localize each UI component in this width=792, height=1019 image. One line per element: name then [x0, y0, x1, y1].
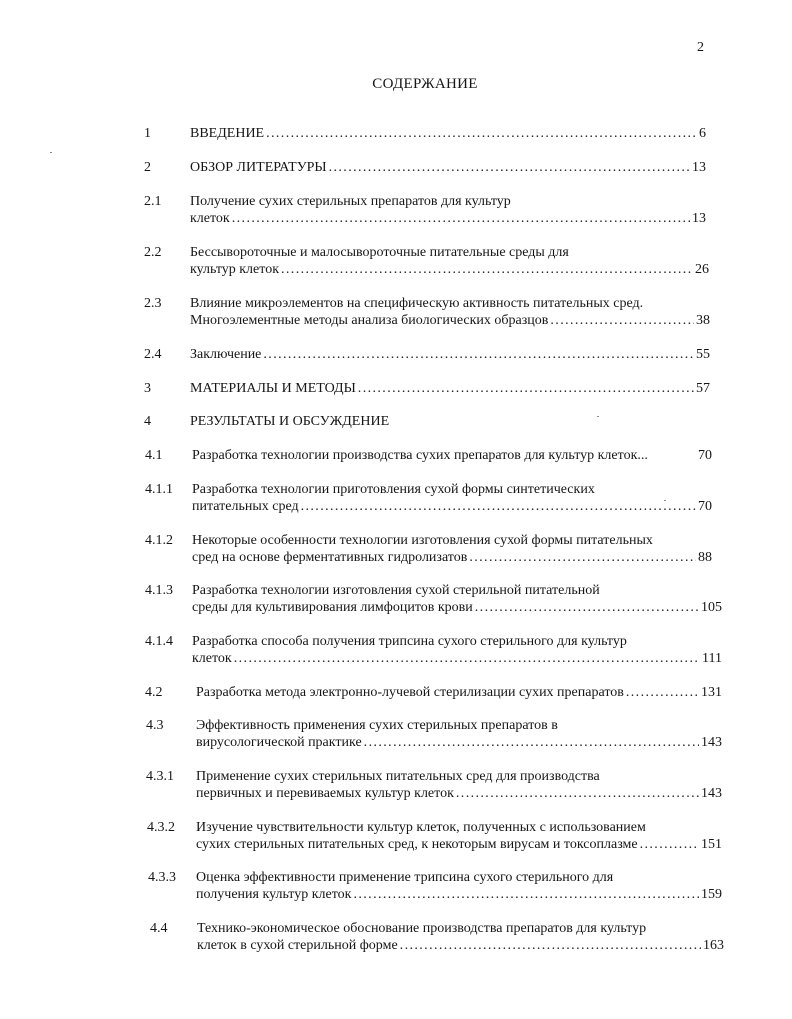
- scan-speck: [597, 416, 599, 417]
- toc-entry-number: 4: [144, 414, 151, 429]
- toc-entry: [144, 125, 706, 142]
- scan-speck: [664, 500, 666, 501]
- dot-leader: [475, 599, 699, 616]
- toc-entry-number: 4.1.4: [145, 634, 173, 649]
- dot-leader: [456, 785, 699, 802]
- toc-entry-number: 2.4: [144, 347, 162, 362]
- toc-entry-number: 2.1: [144, 194, 162, 209]
- toc-entry-title-line: МАТЕРИАЛЫ И МЕТОДЫ: [190, 381, 356, 396]
- toc-entry-page: 57: [696, 381, 710, 396]
- toc-entry-title-line: среды для культивирования лимфоцитов крови: [192, 600, 473, 615]
- toc-entry-title-line: Бессывороточные и малосывороточные питательные среды для: [190, 245, 569, 260]
- toc-entry-page: 55: [696, 347, 710, 362]
- dot-leader: [400, 937, 701, 954]
- toc-entry-number: 4.3: [146, 718, 164, 733]
- toc-entry-number: 3: [144, 381, 151, 396]
- toc-entry: [144, 193, 706, 227]
- dot-leader: [329, 159, 690, 176]
- toc-entry-title-line: клеток: [192, 651, 232, 666]
- toc-entry: [145, 684, 722, 701]
- dot-leader: [266, 125, 697, 142]
- toc-entry: [148, 869, 722, 903]
- toc-entry-title-line: Некоторые особенности технологии изготовления сухой формы питательных: [192, 533, 653, 548]
- toc-entry-title-line: клеток: [190, 211, 230, 226]
- toc-entry-number: 4.4: [150, 921, 168, 936]
- dot-leader: [364, 734, 699, 751]
- toc-entry-title-line: первичных и перевиваемых культур клеток: [196, 786, 454, 801]
- toc-entry-title-line: Заключение: [190, 347, 262, 362]
- dot-leader: [263, 346, 694, 363]
- toc-entry-title-line: сред на основе ферментативных гидролизатов: [192, 550, 468, 565]
- toc-entry-page: 26: [695, 262, 709, 277]
- toc-entry-page: 143: [701, 786, 722, 801]
- toc-entry-title-line: Эффективность применения сухих стерильных препаратов в: [196, 718, 558, 733]
- toc-entry: [144, 159, 706, 176]
- dot-leader: [550, 312, 694, 329]
- toc-entry: [146, 768, 722, 802]
- toc-entry-title-line: культур клеток: [190, 262, 279, 277]
- page-title: СОДЕРЖАНИЕ: [372, 76, 478, 92]
- scan-speck: [50, 152, 52, 153]
- toc-entry: [144, 346, 710, 363]
- toc-entry-number: 2.3: [144, 296, 162, 311]
- dot-leader: [358, 380, 694, 397]
- toc-entry-number: 1: [144, 126, 151, 141]
- toc-entry-page: 163: [703, 938, 724, 953]
- toc-entry-page: 38: [696, 313, 710, 328]
- toc-entry-title-line: Многоэлементные методы анализа биологических образцов: [190, 313, 549, 328]
- toc-entry: [145, 481, 712, 515]
- toc-entry-number: 4.2: [145, 685, 163, 700]
- dot-leader: [234, 650, 700, 667]
- toc-entry-page: 70: [698, 499, 712, 514]
- toc-entry-title-line: Получение сухих стерильных препаратов для культур: [190, 194, 511, 209]
- toc-entry: [145, 447, 712, 464]
- toc-entry: [147, 819, 722, 853]
- toc-entry-number: 4.3.2: [147, 820, 175, 835]
- toc-entry-title-line: Изучение чувствительности культур клеток, полученных с использованием: [196, 820, 646, 835]
- toc-entry-title-line: Разработка технологии производства сухих препаратов для культур клеток...: [192, 448, 648, 463]
- dot-leader: [281, 261, 693, 278]
- toc-entry-page: 88: [698, 550, 712, 565]
- toc-entry-page: 105: [701, 600, 722, 615]
- toc-entry-page: 70: [698, 448, 712, 463]
- toc-entry-title-line: Разработка метода электронно-лучевой стерилизации сухих препаратов: [196, 685, 624, 700]
- toc-entry: [146, 717, 722, 751]
- toc-entry-number: 4.1.1: [145, 482, 173, 497]
- page-number: 2: [697, 40, 704, 55]
- dot-leader: [232, 210, 690, 227]
- toc-entry-page: 111: [702, 651, 722, 666]
- toc-entry: [144, 244, 709, 278]
- toc-entry-number: 2: [144, 160, 151, 175]
- toc-entry-number: 2.2: [144, 245, 162, 260]
- dot-leader: [301, 498, 696, 515]
- toc-entry-title-line: получения культур клеток: [196, 887, 352, 902]
- toc-entry-page: 13: [692, 160, 706, 175]
- toc-entry-number: 4.1: [145, 448, 163, 463]
- dot-leader: [469, 549, 696, 566]
- toc-entry-title-line: питательных сред: [192, 499, 299, 514]
- toc-entry-title-line: Разработка способа получения трипсина сухого стерильного для культур: [192, 634, 627, 649]
- toc-entry-page: 159: [701, 887, 722, 902]
- toc-entry-title-line: Влияние микроэлементов на специфическую активность питательных сред.: [190, 296, 644, 311]
- toc-entry-title-line: Разработка технологии изготовления сухой стерильной питательной: [192, 583, 600, 598]
- toc-entry-page: 6: [699, 126, 706, 141]
- toc-entry-number: 4.3.3: [148, 870, 176, 885]
- toc-entry-title-line: клеток в сухой стерильной форме: [197, 938, 398, 953]
- toc-entry: [144, 380, 710, 397]
- toc-entry-page: 13: [692, 211, 706, 226]
- toc-entry-page: 131: [701, 685, 722, 700]
- dot-leader: [626, 684, 699, 701]
- toc-entry-page: 151: [701, 837, 722, 852]
- toc-entry-page: 143: [701, 735, 722, 750]
- toc-entry-title-line: ВВЕДЕНИЕ: [190, 126, 265, 141]
- toc-entry-number: 4.3.1: [146, 769, 174, 784]
- toc-entry-title-line: Разработка технологии приготовления сухой формы синтетических: [192, 482, 595, 497]
- toc-entry-title-line: Технико-экономическое обоснование производства препаратов для культур: [197, 921, 647, 936]
- dot-leader: [640, 836, 699, 853]
- toc-entry-number: 4.1.2: [145, 533, 173, 548]
- toc-entry-title-line: ОБЗОР ЛИТЕРАТУРЫ: [190, 160, 327, 175]
- toc-entry-title-line: вирусологической практике: [196, 735, 362, 750]
- toc-entry: [144, 413, 710, 430]
- toc-entry: [145, 532, 712, 566]
- toc-entry-title-line: сухих стерильных питательных сред, к некоторым вирусам и токсоплазме: [196, 837, 638, 852]
- toc-entry-title-line: РЕЗУЛЬТАТЫ И ОБСУЖДЕНИЕ: [190, 414, 390, 429]
- toc-entry: [145, 633, 722, 667]
- toc-entry: [145, 582, 722, 616]
- toc-entry-title-line: Оценка эффективности применение трипсина сухого стерильного для: [196, 870, 614, 885]
- toc-entry-title-line: Применение сухих стерильных питательных сред для производства: [196, 769, 600, 784]
- dot-leader: [353, 886, 699, 903]
- toc-entry: [144, 295, 710, 329]
- toc-entry: [150, 920, 724, 954]
- toc-entry-number: 4.1.3: [145, 583, 173, 598]
